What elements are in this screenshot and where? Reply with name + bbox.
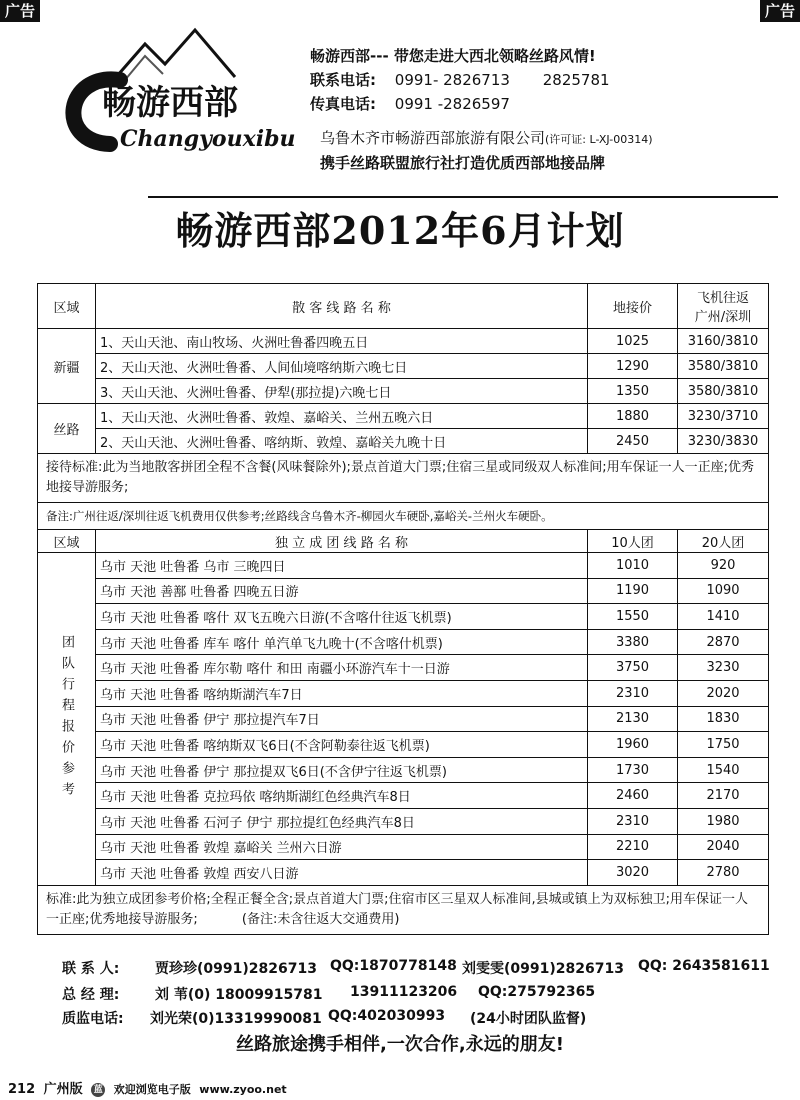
table1-group [38,404,768,454]
table-row [96,404,768,429]
route-name: 2、天山天池、火洲吐鲁番、喀纳斯、敦煌、嘉峪关九晚十日 [96,429,588,453]
table-row [96,681,768,707]
header-group20: 20人团 [701,535,745,551]
contact-1-qq: QQ:1870778148 [330,958,457,974]
header-group10: 10人团 [588,530,678,552]
ad-tag-left: 广告 [0,0,40,22]
company-name [320,127,653,148]
price-20-group: 1410 [706,608,740,624]
region-label: 丝路 [38,404,96,453]
flight-price: 3580/3810 [687,383,759,399]
table1-header [38,284,768,329]
company-logo [50,22,305,157]
table-row [96,604,768,630]
price-20-group: 1540 [706,762,740,778]
route-name: 乌市 天池 善鄯 吐鲁番 四晚五日游 [96,579,588,604]
table1-group [38,329,768,404]
table-row [96,707,768,733]
route-name: 乌市 天池 吐鲁番 喀纳斯湖汽车7日 [96,681,588,706]
license-number: (许可证: L-XJ-00314) [545,133,653,146]
table-row [96,860,768,885]
price-20-group: 2780 [706,864,740,880]
table-row [96,655,768,681]
route-name: 1、天山天池、火洲吐鲁番、敦煌、嘉峪关、兰州五晚六日 [96,404,588,428]
logo-name: 畅游西部 [102,83,238,123]
flight-price: 3160/3810 [687,333,759,349]
qc-contact: 刘光荣(0)13319990081 [150,1011,322,1027]
region-label: 新疆 [38,329,96,403]
route-name: 乌市 天池 吐鲁番 库车 喀什 单汽单飞九晚十(不含喀什机票) [96,630,588,655]
table1-standard: 接待标准:此为当地散客拼团全程不含餐(风味餐除外);景点首道大门票;住宿三星或同级双人标准间;用车保证一人一正座;优秀地接导游服务; [38,454,768,503]
table2-body [38,553,768,886]
price-10-group: 2460 [588,783,678,808]
table2-region-label: 团队行程报价参考 [59,634,74,803]
header-region: 区域 [38,530,96,552]
price-10-group: 1960 [588,732,678,757]
price-10-group: 2210 [588,835,678,860]
table-row [96,758,768,784]
fax-label: 传真电话: [310,95,376,113]
table-row [96,579,768,605]
table2-header [38,530,768,553]
price-10-group: 2130 [588,707,678,732]
route-name: 乌市 天池 吐鲁番 伊宁 那拉提汽车7日 [96,707,588,732]
route-name: 乌市 天池 吐鲁番 石河子 伊宁 那拉提红色经典汽车8日 [96,809,588,834]
page-number: 212 [8,1082,36,1097]
table-row [96,354,768,379]
price-10-group: 3750 [588,655,678,680]
price-10-group: 3020 [588,860,678,885]
qc-note: (24小时团队监督) [470,1011,587,1027]
price-20-group: 2870 [706,634,740,650]
edition: 广州版 [43,1082,83,1097]
badge-icon: 蓝 [91,1083,105,1097]
local-price: 1025 [588,329,678,353]
header-flight [678,284,768,328]
tagline: 畅游西部--- 带您走进大西北领略丝路风情! [310,47,596,65]
contact-2-qq: QQ: 2643581611 [638,958,770,974]
table-row [96,732,768,758]
contact-2: 刘雯雯(0991)2826713 [462,961,624,977]
footer [8,1078,287,1097]
price-20-group: 1980 [706,813,740,829]
gm-qq: QQ:275792365 [478,984,596,1000]
header-info [310,44,770,116]
logo-pinyin: Changyouxibu [120,126,296,152]
price-20-group: 3230 [706,660,740,676]
table2-standard-note: (备注:未含往返大交通费用) [241,911,400,927]
qc-qq: QQ:402030993 [328,1008,446,1024]
table-row [96,329,768,354]
route-name: 乌市 天池 吐鲁番 乌市 三晚四日 [96,553,588,578]
gm-phone-2: 13911123206 [350,984,458,1000]
table-row [96,809,768,835]
fax-number: 0991 -2826597 [394,95,510,113]
gm-contact: 刘 苇(0) 18009915781 [155,987,323,1003]
local-price: 1350 [588,379,678,403]
route-name: 乌市 天池 吐鲁番 克拉玛依 喀纳斯湖红色经典汽车8日 [96,783,588,808]
price-20-group: 2020 [706,685,740,701]
price-10-group: 2310 [588,809,678,834]
local-price: 1290 [588,354,678,378]
phone-number: 0991- 2826713 [394,71,510,89]
route-name: 乌市 天池 吐鲁番 喀纳斯双飞6日(不含阿勒泰往返飞机票) [96,732,588,757]
price-20-group: 1090 [706,583,740,599]
header-route: 独 立 成 团 线 路 名 称 [96,530,588,552]
contact-1: 贾珍珍(0991)2826713 [155,961,317,977]
route-name: 乌市 天池 吐鲁番 伊宁 那拉提双飞6日(不含伊宁往返飞机票) [96,758,588,783]
route-name: 乌市 天池 吐鲁番 库尔勒 喀什 和田 南疆小环游汽车十一日游 [96,655,588,680]
phone-label: 联系电话: [310,71,376,89]
price-10-group: 1550 [588,604,678,629]
price-20-group: 2170 [706,788,740,804]
header-route: 散 客 线 路 名 称 [96,284,588,328]
flight-price: 3230/3710 [687,408,759,424]
phone-number-alt: 2825781 [542,71,610,89]
header-local-price: 地接价 [588,284,678,328]
footer-text: 欢迎浏览电子版 [113,1083,191,1096]
table2-standard [38,886,768,934]
qc-label: 质监电话: [62,1011,124,1027]
price-10-group: 1190 [588,579,678,604]
page-title: 畅游西部2012年6月计划 [175,208,625,253]
local-price: 1880 [588,404,678,428]
slogan: 携手丝路联盟旅行社打造优质西部地接品牌 [320,154,606,172]
route-name: 2、天山天池、火洲吐鲁番、人间仙境喀纳斯六晚七日 [96,354,588,378]
table-row [96,553,768,579]
price-20-group: 2040 [706,839,740,855]
header-flight-line1: 飞机往返 [696,291,749,306]
footer-url[interactable]: www.zyoo.net [199,1083,287,1096]
table1-note: 备注:广州往返/深圳往返飞机费用仅供参考;丝路线含乌鲁木齐-柳园火车硬卧,嘉峪关-兰州火车硬卧。 [38,503,768,530]
price-10-group: 1730 [588,758,678,783]
price-10-group: 3380 [588,630,678,655]
fax-line [310,92,770,116]
header-region: 区域 [38,284,96,328]
route-name: 1、天山天池、南山牧场、火洲吐鲁番四晚五日 [96,329,588,353]
flight-price: 3230/3830 [687,433,759,449]
flight-price: 3580/3810 [687,358,759,374]
price-table [37,283,769,935]
phone-line [310,68,770,92]
price-20-group: 920 [710,557,736,573]
price-10-group: 2310 [588,681,678,706]
header-divider [148,196,778,198]
header-flight-line2: 广州/深圳 [694,310,752,325]
table-row [96,783,768,809]
price-10-group: 1010 [588,553,678,578]
table2-region [38,553,96,885]
route-name: 乌市 天池 吐鲁番 敦煌 嘉峪关 兰州六日游 [96,835,588,860]
price-20-group: 1750 [706,736,740,752]
table-row [96,835,768,861]
route-name: 3、天山天池、火洲吐鲁番、伊犁(那拉提)六晚七日 [96,379,588,403]
ad-tag-right: 广告 [760,0,800,22]
route-name: 乌市 天池 吐鲁番 喀什 双飞五晚六日游(不含喀什往返飞机票) [96,604,588,629]
route-name: 乌市 天池 吐鲁番 敦煌 西安八日游 [96,860,588,885]
contact-label: 联 系 人: [62,961,120,977]
table2-standard-text: 标准:此为独立成团参考价格;全程正餐全含;景点首道大门票;住宿市区三星双人标准间,县城或镇上为双标独卫;用车保证一人一正座;优秀地接导游服务; [46,891,749,927]
table-row [96,429,768,453]
gm-label: 总 经 理: [62,987,120,1003]
table-row [96,379,768,403]
company-name-text: 乌鲁木齐市畅游西部旅游有限公司 [320,129,546,147]
table-row [96,630,768,656]
local-price: 2450 [588,429,678,453]
closing-slogan: 丝路旅途携手相伴,一次合作,永远的朋友! [236,1034,564,1055]
price-20-group: 1830 [706,711,740,727]
